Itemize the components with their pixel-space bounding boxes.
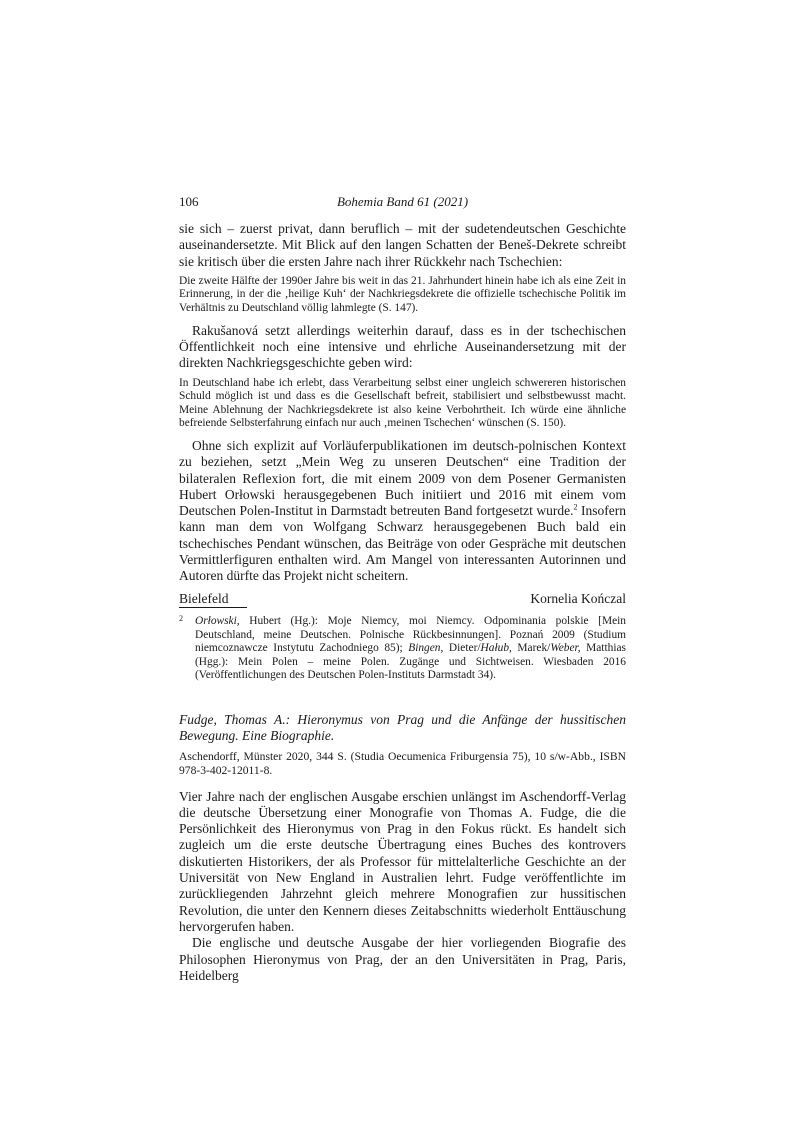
signature-author: Kornelia Kończal — [530, 590, 626, 606]
footnote-text: Dieter/ — [443, 642, 481, 655]
review-bibliography: Aschendorff, Münster 2020, 344 S. (Studia Oecumenica Friburgensia 75), 10 s/w-Abb., ISBN 978-3-402-12011-8. — [179, 749, 626, 777]
footnote-author: Bingen, — [408, 642, 444, 655]
footnote-divider — [179, 607, 247, 608]
page-header — [179, 194, 626, 214]
paragraph-3-text-a: Ohne sich explizit auf Vorläuferpublikationen im deutsch-polnischen Kontext zu beziehen, setzt „Mein Weg zu unseren Deutschen“ eine Tradition der bilateralen Reflexion fort, die mit einem 2009 von dem Posener Germanisten Hubert Orłowski herausgegebenen Buch initiiert und 2016 mit einem vom Deutschen Polen-Institut in Darmstadt betreuten Band fortgesetzt wurde. — [179, 437, 626, 519]
footnote-reference: 2 — [573, 502, 578, 512]
footnote-author: Weber, — [550, 642, 581, 655]
footnote-author: Hałub, — [480, 642, 512, 655]
review-section — [179, 712, 626, 984]
page-number: 106 — [179, 194, 199, 209]
footnote-mark: 2 — [179, 614, 183, 623]
review-paragraph-1: Vier Jahre nach der englischen Ausgabe erschien unlängst im Aschendorff-Verlag die deutsche Übersetzung einer Monografie von Thomas A. Fudge, die die Persönlichkeit des Hieronymus von Prag in den Fokus rückt. Es handelt sich zugleich um die erste deutsche Übertragung eines Buches des kontrovers diskutierten Historikers, der als Professor für mittelalterliche Geschichte an der Universität von New England in Australien lehrt. Fudge veröffentlichte im zurückliegenden Jahrzehnt gleich mehrere Monografien zur hussitischen Revolution, die unter den Kennern dieses Zeitabschnitts wiederholt Enttäuschung hervorgerufen haben. — [179, 788, 626, 934]
body-top — [179, 221, 626, 608]
paragraph-2: Rakušanová setzt allerdings weiterhin darauf, dass es in der tschechischen Öffentlichkeit noch eine intensive und ehrliche Auseinandersetzung mit der direkten Nachkriegsgeschichte geben wird: — [179, 322, 626, 371]
review-paragraph-2: Die englische und deutsche Ausgabe der hier vorliegenden Biografie des Philosophen Hieronymus von Prag, der an den Universitäten in Prag, Paris, Heidelberg — [179, 935, 626, 983]
footnote-text: Matthias (Hgg.): Mein Polen – meine Polen. Zugänge und Sichtweisen. Wiesbaden 2016 (Veröffentlichungen des Deutschen Polen-Instituts Darmstadt 34). — [195, 642, 626, 682]
footnote-2 — [179, 615, 626, 683]
review-signature — [179, 591, 626, 608]
block-quote-2: In Deutschland habe ich erlebt, dass Verarbeitung selbst einer ungleich schwereren historischen Schuld möglich ist und dass es die Gesellschaft befreit, stabilisiert und selbstbewusst macht. Meine Ablehnung der Nachkriegsdekrete ist also keine Verbohrtheit. Ich würde eine ähnliche befreiende Selbsterfahrung einfach nur auch ‚meinen Tschechen‘ wünschen (S. 150). — [179, 376, 626, 430]
footnote-text: Marek/ — [511, 642, 551, 655]
paragraph-3-text-b: Insofern kann man dem von Wolfgang Schwarz herausgegebenen Buch bald ein tschechisches Pendant wünschen, das Beiträge von oder Gespräche mit deutschen Vermittlerfiguren enthalten wird. Am Mangel von interessanten Autorinnen und Autoren dürfte das Projekt nicht scheitern. — [179, 503, 626, 584]
footnote-text: Hubert (Hg.): Moje Niemcy, moi Niemcy. Odpominania polskie [Mein Deutschland, meine Deutschen. Polnische Rückbesinnungen]. Poznań 2009 (Studium niemcoznawcze Instytutu Zachodniego 85); — [195, 615, 626, 655]
paragraph-1: sie sich – zuerst privat, dann beruflich – mit der sudetendeutschen Geschichte auseinandersetzte. Mit Blick auf den langen Schatten der Beneš-Dekrete schreibt sie kritisch über die ersten Jahre nach ihrer Rückkehr nach Tschechien: — [179, 221, 626, 269]
paragraph-3 — [179, 438, 626, 585]
footnote-author: Orłowski, — [195, 615, 240, 627]
footnote-block — [179, 615, 626, 683]
running-title: Bohemia Band 61 (2021) — [336, 194, 469, 209]
block-quote-1: Die zweite Hälfte der 1990er Jahre bis weit in das 21. Jahrhundert hinein habe ich als eine Zeit in Erinnerung, in der die ‚heilige Kuh‘ der Nachkriegsdekrete die offizielle tschechische Politik im Verhältnis zu Deutschland völlig lahmlegte (S. 147). — [179, 274, 626, 315]
signature-place: Bielefeld — [179, 590, 229, 606]
review-title: Fudge, Thomas A.: Hieronymus von Prag und die Anfänge der hussitischen Bewegung. Eine Biographie. — [179, 712, 626, 744]
